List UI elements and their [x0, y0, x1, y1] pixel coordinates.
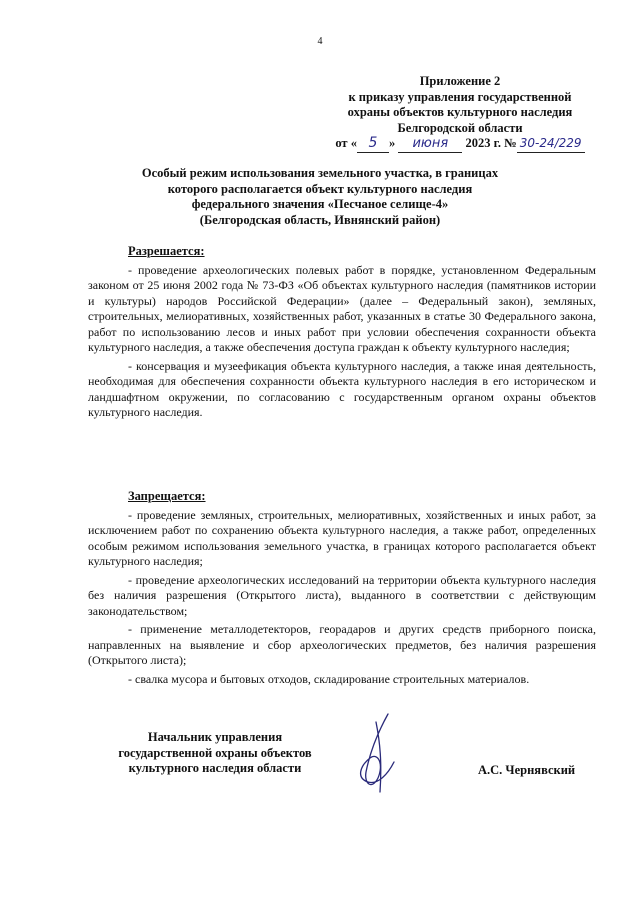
date-mid: »	[388, 136, 396, 150]
signatory-name: А.С. Чернявский	[478, 763, 576, 777]
forbidden-section	[88, 489, 596, 690]
signatory-position	[95, 730, 335, 777]
appendix-line: к приказу управления государственной	[348, 89, 572, 104]
title-line: (Белгородская область, Ивнянский район)	[199, 212, 441, 227]
position-line: государственной охраны объектов	[118, 745, 312, 760]
title-line: которого располагается объект культурного наследия	[167, 181, 473, 196]
forbidden-item: - проведение археологических исследований на территории объекта культурного наследия без наличия разрешения (Открытого листа), выданного в соответствии с действующим законодательством;	[88, 572, 596, 618]
forbidden-item: - применение металлодетекторов, георадаров и других средств приборного поиска, направленных на выявление и сбор археологических предметов, без наличия разрешения (Открытого листа);	[88, 622, 596, 667]
appendix-line: охраны объектов культурного наследия	[347, 105, 573, 119]
forbidden-item: - свалка мусора и бытовых отходов, складирование строительных материалов.	[128, 671, 530, 686]
date-year: 2023 г. №	[465, 136, 517, 150]
page-number: 4	[317, 36, 323, 47]
title-line: Особый режим использования земельного участка, в границах	[141, 166, 499, 180]
forbidden-item: - проведение земляных, строительных, мелиоративных, хозяйственных и иных работ, за исключением работ по сохранению объекта культурного наследия, а также работ, определенных особым режимом использования земельного участка, в границах которого располагается объект культурного наследия;	[88, 507, 596, 568]
date-month: июня	[398, 136, 462, 153]
allowed-section	[88, 244, 596, 424]
order-number: 30-24/229	[517, 136, 585, 153]
date-day: 5	[357, 136, 389, 153]
position-line: культурного наследия области	[128, 761, 302, 775]
allowed-item: - консервация и музеефикация объекта культурного наследия, а также иная деятельность, необходимая для обеспечения сохранности объекта культурного наследия в его историческом и ландшафтном окружении, по согласованию с государственным органом охраны объектов культурного наследия.	[88, 358, 596, 419]
position-line: Начальник управления	[147, 730, 283, 744]
handwritten-signature	[348, 712, 408, 794]
appendix-header	[330, 74, 590, 153]
document-title	[100, 166, 540, 228]
order-date-line	[330, 136, 590, 153]
allowed-heading: Разрешается:	[128, 244, 205, 258]
allowed-item: - проведение археологических полевых работ в порядке, установленном Федеральным законом от 25 июня 2002 года № 73-ФЗ «Об объектах культурного наследия (памятников истории и культуры) народов Российской Федерации» (далее – Федеральный закон), земляных, строительных, мелиоративных, хозяйственных работ, указанных в статье 30 Федерального закона, работ по использованию лесов и иных работ при условии обеспечения сохранности объекта культурного наследия, а также обеспечения доступа граждан к объекту культурного наследия;	[88, 262, 596, 354]
appendix-line: Белгородской области	[397, 120, 523, 135]
title-line: федерального значения «Песчаное селище-4»	[191, 197, 449, 211]
forbidden-heading: Запрещается:	[128, 489, 206, 503]
date-prefix: от «	[335, 136, 357, 150]
appendix-line: Приложение 2	[419, 74, 501, 88]
